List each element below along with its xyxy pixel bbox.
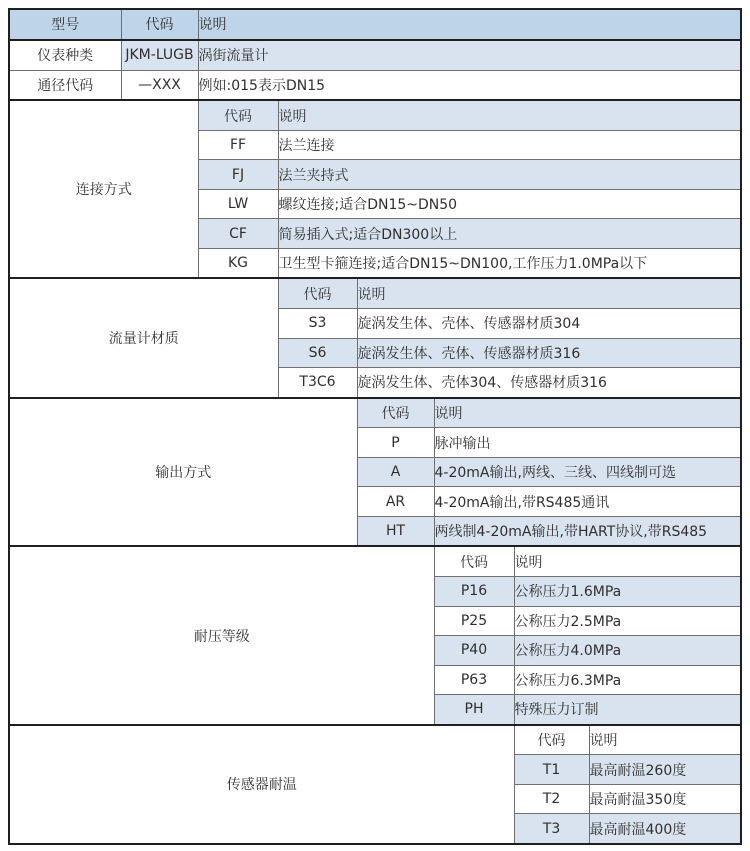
section-connection-code-header-cell: 代码 [198, 100, 278, 130]
section-temperature-header-row [9, 725, 741, 755]
instrument-type-label-cell: 仪表种类 [9, 40, 121, 70]
item-code-cell: CF [198, 219, 278, 248]
section-label-pressure: 耐压等级 [9, 546, 434, 724]
item-code-cell: T2 [514, 784, 589, 813]
item-code-cell: T1 [514, 755, 589, 784]
item-desc-cell: 旋涡发生体、壳体304、传感器材质316 [357, 368, 741, 398]
section-label-temperature: 传感器耐温 [9, 725, 514, 844]
item-code-cell: S3 [278, 309, 357, 338]
item-code-cell: T3 [514, 814, 589, 844]
main-header-row [9, 9, 741, 40]
section-temperature-desc-header-cell: 说明 [589, 725, 741, 755]
item-desc-cell: 脉冲输出 [434, 428, 741, 457]
section-pressure-desc-header-cell: 说明 [514, 546, 741, 576]
header-model-cell: 型号 [9, 9, 121, 40]
item-desc-cell: 最高耐温350度 [589, 784, 741, 813]
item-desc-cell: 公称压力4.0MPa [514, 636, 741, 665]
diameter-code-desc-cell: 例如:015表示DN15 [198, 70, 741, 100]
item-code-cell: AR [357, 487, 434, 516]
item-code-cell: KG [198, 248, 278, 278]
section-material-header-row [9, 278, 741, 308]
item-code-cell: P25 [434, 606, 514, 635]
diameter-code-code-cell: —XXX [121, 70, 198, 100]
item-code-cell: S6 [278, 338, 357, 367]
item-desc-cell: 4-20mA输出,两线、三线、四线制可选 [434, 457, 741, 486]
item-code-cell: T3C6 [278, 368, 357, 398]
item-desc-cell: 法兰夹持式 [278, 160, 741, 189]
item-desc-cell: 螺纹连接;适合DN15~DN50 [278, 189, 741, 218]
item-desc-cell: 两线制4-20mA输出,带HART协议,带RS485 [434, 516, 741, 546]
section-label-connection: 连接方式 [9, 100, 198, 278]
instrument-type-desc-cell: 涡街流量计 [198, 40, 741, 70]
section-material-code-header-cell: 代码 [278, 278, 357, 308]
row-instrument-type [9, 40, 741, 70]
section-temperature-code-header-cell: 代码 [514, 725, 589, 755]
diameter-code-label-cell: 通径代码 [9, 70, 121, 100]
section-output-code-header-cell: 代码 [357, 398, 434, 428]
item-code-cell: PH [434, 695, 514, 725]
item-code-cell: FF [198, 130, 278, 159]
item-desc-cell: 公称压力1.6MPa [514, 577, 741, 606]
instrument-type-code-cell: JKM-LUGB [121, 40, 198, 70]
item-code-cell: A [357, 457, 434, 486]
item-desc-cell: 卫生型卡箍连接;适合DN15~DN100,工作压力1.0MPa以下 [278, 248, 741, 278]
item-desc-cell: 法兰连接 [278, 130, 741, 159]
item-code-cell: LW [198, 189, 278, 218]
section-pressure-code-header-cell: 代码 [434, 546, 514, 576]
item-desc-cell: 最高耐温400度 [589, 814, 741, 844]
item-desc-cell: 旋涡发生体、壳体、传感器材质304 [357, 309, 741, 338]
section-output-desc-header-cell: 说明 [434, 398, 741, 428]
section-connection-header-row [9, 100, 741, 130]
spec-table [8, 8, 742, 845]
section-label-output: 输出方式 [9, 398, 357, 547]
item-desc-cell: 最高耐温260度 [589, 755, 741, 784]
item-desc-cell: 简易插入式;适合DN300以上 [278, 219, 741, 248]
item-desc-cell: 公称压力6.3MPa [514, 665, 741, 694]
item-code-cell: P [357, 428, 434, 457]
section-output-header-row [9, 398, 741, 428]
section-material-desc-header-cell: 说明 [357, 278, 741, 308]
item-code-cell: P16 [434, 577, 514, 606]
item-code-cell: P63 [434, 665, 514, 694]
header-code-cell: 代码 [121, 9, 198, 40]
item-code-cell: P40 [434, 636, 514, 665]
item-desc-cell: 旋涡发生体、壳体、传感器材质316 [357, 338, 741, 367]
item-code-cell: HT [357, 516, 434, 546]
item-desc-cell: 特殊压力订制 [514, 695, 741, 725]
section-label-material: 流量计材质 [9, 278, 278, 397]
section-pressure-header-row [9, 546, 741, 576]
item-desc-cell: 公称压力2.5MPa [514, 606, 741, 635]
section-connection-desc-header-cell: 说明 [278, 100, 741, 130]
header-desc-cell: 说明 [198, 9, 741, 40]
item-code-cell: FJ [198, 160, 278, 189]
row-diameter-code [9, 70, 741, 100]
item-desc-cell: 4-20mA输出,带RS485通讯 [434, 487, 741, 516]
